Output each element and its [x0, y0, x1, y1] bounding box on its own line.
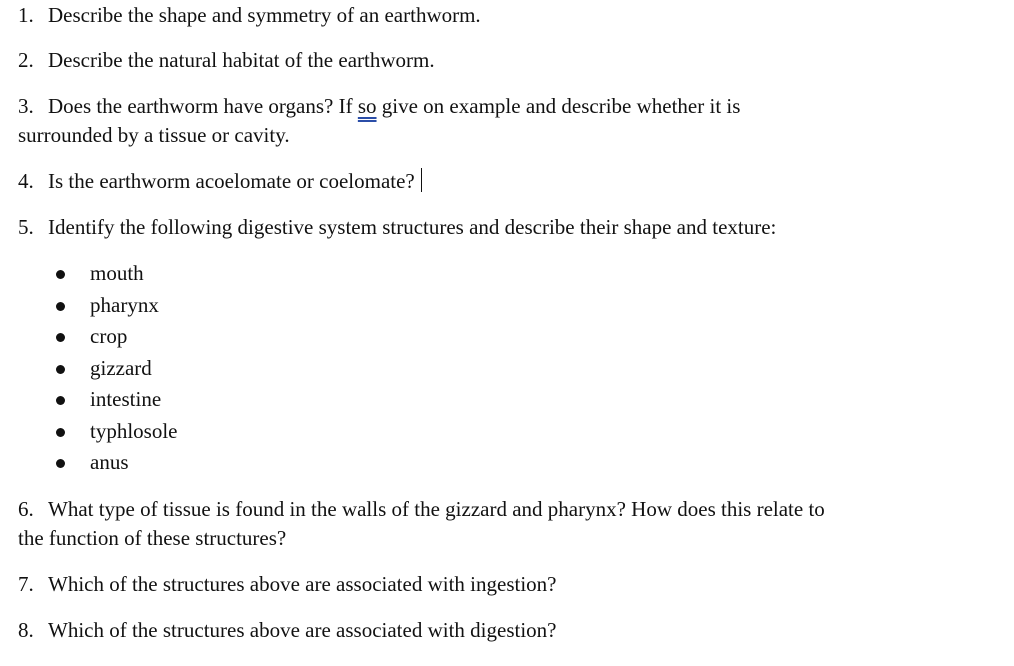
- question-3-continuation: [18, 120, 290, 150]
- question-text: Which of the structures above are associated with ingestion?: [48, 572, 557, 596]
- question-5: [18, 212, 776, 242]
- question-4: [18, 166, 422, 196]
- list-item: [54, 384, 178, 416]
- bullet-icon: [56, 270, 65, 279]
- question-number: 3.: [18, 94, 34, 118]
- question-text: Is the earthworm acoelomate or coelomate?: [48, 169, 415, 193]
- question-text: Which of the structures above are associated with digestion?: [48, 618, 557, 642]
- list-item: [54, 258, 178, 290]
- bullet-icon: [56, 365, 65, 374]
- bullet-icon: [56, 396, 65, 405]
- list-item: [54, 321, 178, 353]
- list-item-label: gizzard: [90, 355, 152, 380]
- bullet-icon: [56, 459, 65, 468]
- question-text: Describe the natural habitat of the earthworm.: [48, 48, 435, 72]
- list-item: [54, 353, 178, 385]
- list-item-label: intestine: [90, 387, 162, 411]
- text-cursor: [421, 168, 422, 192]
- list-item-label: typhlosole: [90, 418, 178, 443]
- question-number: 8.: [18, 618, 34, 642]
- question-number: 4.: [18, 169, 34, 193]
- list-item-label: crop: [90, 324, 128, 348]
- question-7: [18, 569, 557, 599]
- list-item-label: pharynx: [90, 292, 159, 317]
- list-item-label: mouth: [90, 261, 144, 285]
- structure-list: [54, 258, 178, 479]
- question-text: Describe the shape and symmetry of an earthworm.: [48, 3, 481, 27]
- question-text-before: Does the earthworm have organs? If: [48, 94, 358, 118]
- question-number: 5.: [18, 215, 34, 239]
- question-continuation: surrounded by a tissue or cavity.: [18, 123, 290, 147]
- question-6-continuation: [18, 523, 286, 553]
- question-2: [18, 45, 435, 75]
- question-number: 7.: [18, 572, 34, 596]
- question-number: 6.: [18, 497, 34, 521]
- list-item: [54, 416, 178, 448]
- bullet-icon: [56, 428, 65, 437]
- question-continuation: the function of these structures?: [18, 526, 287, 550]
- question-1: [18, 0, 481, 30]
- question-3: [18, 91, 740, 121]
- list-item: [54, 290, 178, 322]
- list-item-label: anus: [90, 450, 129, 474]
- question-6: [18, 494, 825, 524]
- bullet-icon: [56, 302, 65, 311]
- list-item: [54, 447, 178, 479]
- question-text: What type of tissue is found in the walls of the gizzard and pharynx? How does this relate to: [48, 497, 825, 521]
- question-number: 2.: [18, 48, 34, 72]
- bullet-icon: [56, 333, 65, 342]
- question-number: 1.: [18, 3, 34, 27]
- question-text-after: give on example and describe whether it is: [376, 94, 741, 118]
- grammar-flagged-word[interactable]: so: [357, 94, 377, 118]
- question-text: Identify the following digestive system structures and describe their shape and texture:: [48, 215, 777, 239]
- question-8: [18, 615, 557, 645]
